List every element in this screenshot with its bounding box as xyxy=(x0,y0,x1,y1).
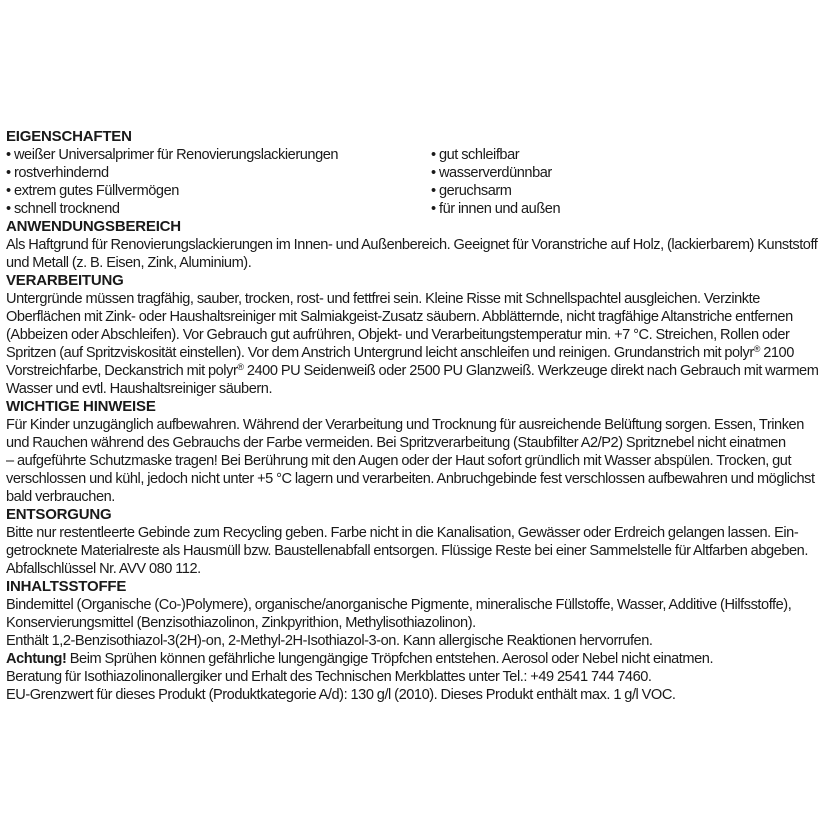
section-verarbeitung xyxy=(6,272,824,398)
heading-entsorgung: ENTSORGUNG xyxy=(6,506,112,523)
hinweise-text xyxy=(6,416,824,506)
registered-mark: ® xyxy=(237,362,244,372)
warning-text: Beim Sprühen können gefährliche lungengängige Tröpfchen entstehen. Aerosol oder Nebel nicht einatmen. xyxy=(66,651,714,667)
text-line: Bindemittel (Organische (Co-)Polymere), organische/anorganische Pigmente, mineralische Füllstoffe, Wasser, Additive (Hilfsstoffe), xyxy=(6,597,792,613)
text-segment: 2400 PU Seidenweiß oder 2500 PU Glanzweiß. Werkzeuge direkt nach Gebrauch mit warmem xyxy=(243,363,819,379)
text-line: verschlossen und kühl, jedoch nicht unter +5 °C lagern und verarbeiten. Anbruchgebinde fest verschlossen aufbewahren und möglichst xyxy=(6,471,815,487)
section-eigenschaften xyxy=(6,128,824,218)
text-line: Oberflächen mit Zink- oder Haushaltsreiniger mit Salmiakgeist-Zusatz säubern. Abblätternde, nicht tragfähige Altanstriche entfernen xyxy=(6,309,793,325)
property-item: • wasserverdünnbar xyxy=(431,165,552,181)
heading-inhaltsstoffe: INHALTSSTOFFE xyxy=(6,578,127,595)
section-entsorgung xyxy=(6,506,824,578)
text-line: und Metall (z. B. Eisen, Zink, Aluminium). xyxy=(6,255,252,271)
text-line: Untergründe müssen tragfähig, sauber, trocken, rost- und fettfrei sein. Kleine Risse mit Schnellspachtel ausgleichen. Verzinkte xyxy=(6,291,760,307)
heading-eigenschaften: EIGENSCHAFTEN xyxy=(6,128,132,145)
text-line xyxy=(6,362,824,380)
text-line: bald verbrauchen. xyxy=(6,489,115,505)
product-label-text xyxy=(6,128,824,704)
text-line: Konservierungsmittel (Benzisothiazolinon, Zinkpyrithion, Methylisothiazolinon). xyxy=(6,615,476,631)
text-line: (Abbeizen oder Abschleifen). Vor Gebrauch gut aufrühren, Objekt- und Verarbeitungstemperatur min. +7 °C. Streichen, Rollen oder xyxy=(6,327,790,343)
property-item: • gut schleifbar xyxy=(431,147,520,163)
property-item: • extrem gutes Füllvermögen xyxy=(6,183,179,199)
property-item: • geruchsarm xyxy=(431,183,512,199)
entsorgung-text xyxy=(6,524,824,578)
text-line: Beratung für Isothiazolinonallergiker und Erhalt des Technischen Merkblattes unter Tel.: +49 2541 744 7460. xyxy=(6,669,652,685)
text-line: Wasser und evtl. Haushaltsreiniger säubern. xyxy=(6,381,273,397)
text-line: Abfallschlüssel Nr. AVV 080 112. xyxy=(6,561,201,577)
text-line: EU-Grenzwert für dieses Produkt (Produktkategorie A/d): 130 g/l (2010). Dieses Produkt enthält max. 1 g/l VOC. xyxy=(6,687,676,703)
text-line xyxy=(6,344,824,362)
property-item: • für innen und außen xyxy=(431,201,561,217)
inhaltsstoffe-text xyxy=(6,596,824,704)
warning-line xyxy=(6,650,824,668)
text-line: Bitte nur restentleerte Gebinde zum Recycling geben. Farbe nicht in die Kanalisation, Gewässer oder Erdreich gelangen lassen. Ein- xyxy=(6,525,799,541)
text-line: – aufgeführte Schutzmaske tragen! Bei Berührung mit den Augen oder der Haut sofort gründlich mit Wasser abspülen. Trocken, gut xyxy=(6,453,792,469)
text-line: Für Kinder unzugänglich aufbewahren. Während der Verarbeitung und Trocknung für ausreichende Belüftung sorgen. Essen, Trinken xyxy=(6,417,804,433)
section-inhaltsstoffe xyxy=(6,578,824,704)
text-segment: Vorstreichfarbe, Deckanstrich mit polyr xyxy=(6,363,238,379)
heading-verarbeitung: VERARBEITUNG xyxy=(6,272,124,289)
section-anwendungsbereich xyxy=(6,218,824,272)
text-segment: 2100 xyxy=(759,345,794,361)
properties-right-column xyxy=(431,146,824,218)
properties-list xyxy=(6,146,824,218)
section-wichtige-hinweise xyxy=(6,398,824,506)
text-segment: Spritzen (auf Spritzviskosität einstellen). Vor dem Anstrich Untergrund leicht anschleifen und reinigen. Grundanstrich mit polyr xyxy=(6,345,754,361)
anwendungsbereich-text xyxy=(6,236,824,272)
properties-left-column xyxy=(6,146,431,218)
verarbeitung-text xyxy=(6,290,824,398)
heading-anwendungsbereich: ANWENDUNGSBEREICH xyxy=(6,218,181,235)
text-line: Als Haftgrund für Renovierungslackierungen im Innen- und Außenbereich. Geeignet für Voranstriche auf Holz, (lackierbarem) Kunststoff xyxy=(6,237,818,253)
heading-wichtige-hinweise: WICHTIGE HINWEISE xyxy=(6,398,156,415)
text-line: getrocknete Materialreste als Hausmüll bzw. Baustellenabfall entsorgen. Flüssige Reste bei einer Sammelstelle für Altfarben abgeben. xyxy=(6,543,808,559)
warning-label: Achtung! xyxy=(6,651,67,667)
registered-mark: ® xyxy=(753,344,760,354)
text-line: und Rauchen während des Gebrauchs der Farbe vermeiden. Bei Spritzverarbeitung (Staubfilter A2/P2) Spritznebel nicht einatmen xyxy=(6,435,786,451)
property-item: • rostverhindernd xyxy=(6,165,109,181)
property-item: • schnell trocknend xyxy=(6,201,120,217)
text-line: Enthält 1,2-Benzisothiazol-3(2H)-on, 2-Methyl-2H-Isothiazol-3-on. Kann allergische Reaktionen hervorrufen. xyxy=(6,633,653,649)
property-item: • weißer Universalprimer für Renovierungslackierungen xyxy=(6,147,339,163)
